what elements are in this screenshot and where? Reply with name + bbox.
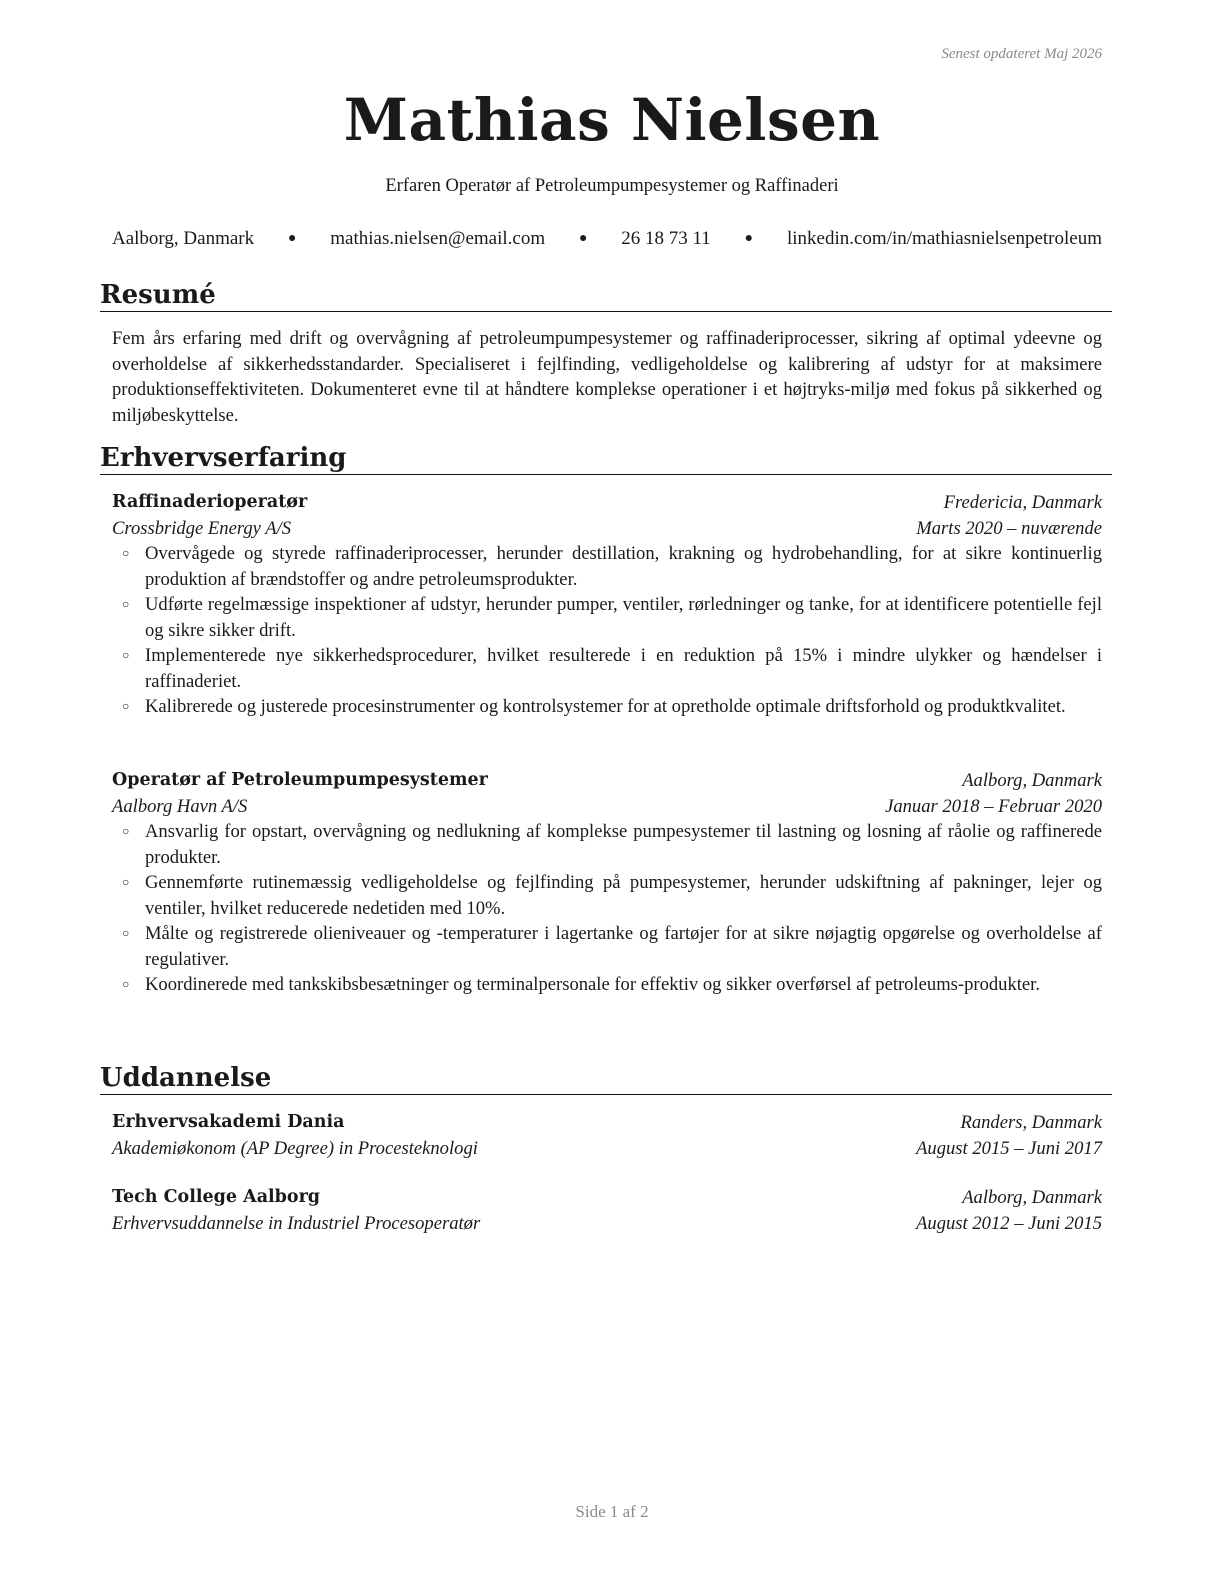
list-item <box>112 592 1102 643</box>
list-item <box>112 541 1102 592</box>
bullet-circle-icon: ○ <box>122 977 130 991</box>
school-name: Tech College Aalborg <box>112 1187 321 1207</box>
summary-text: Fem års erfaring med drift og overvågning af petroleumpumpesystemer og raffinaderiprocesser, sikring af optimal ydeevne og overholdelse af sikkerhedsstandarder. Specialiseret i fejlfinding, vedligeholdelse og kalibrering af udstyr for at maksimere produktionseffektiviteten. Dokumenteret evne til at håndtere komplekse operationer i et højtryks-miljø med fokus på sikkerhed og miljøbeskyttelse. <box>112 328 1102 426</box>
bullet-text: Målte og registrerede olieniveauer og -temperaturer i lagertanke og fartøjer for at sikre nøjagtig opgørelse og overholdelse af regulativer. <box>145 923 1102 970</box>
job-location: Aalborg, Danmark <box>962 770 1102 791</box>
contact-line <box>112 228 1102 250</box>
job-title: Raffinaderioperatør <box>112 492 308 512</box>
bullet-text: Overvågede og styrede raffinaderiprocesser, herunder destillation, krakning og hydrobehandling, for at sikre kontinuerlig produktion af brændstoffer og andre petroleumsprodukter. <box>145 543 1102 590</box>
degree-name: Erhvervsuddannelse in Industriel Procesoperatør <box>112 1212 481 1234</box>
company-name: Crossbridge Energy A/S <box>112 517 292 539</box>
separator-dot: ● <box>287 231 297 246</box>
school-location: Aalborg, Danmark <box>962 1187 1102 1208</box>
bullet-text: Gennemførte rutinemæssig vedligeholdelse og fejlfinding på pumpesystemer, herunder udskiftning af pakninger, lejer og ventiler, hvilket reducerede nedetiden med 10%. <box>145 872 1102 919</box>
list-item <box>112 819 1102 870</box>
bullet-circle-icon: ○ <box>122 875 130 889</box>
school-location: Randers, Danmark <box>960 1112 1102 1133</box>
bullet-circle-icon: ○ <box>122 824 130 838</box>
job-bullets <box>112 541 1102 720</box>
page-number: Side 1 af 2 <box>575 1502 649 1521</box>
list-item <box>112 921 1102 972</box>
job-dates: Januar 2018 – Februar 2020 <box>885 795 1102 817</box>
section-title-summary: Resumé <box>100 280 1112 312</box>
bullet-text: Udførte regelmæssige inspektioner af udstyr, herunder pumper, ventiler, rørledninger og tanke, for at identificere potentielle fejl og sikre sikker drift. <box>145 594 1102 641</box>
experience-entry <box>112 768 1102 998</box>
contact-location: Aalborg, Danmark <box>112 228 255 249</box>
bullet-circle-icon: ○ <box>122 699 130 713</box>
candidate-name: Mathias Nielsen <box>343 86 881 154</box>
contact-email-link[interactable]: mathias.nielsen@email.com <box>330 228 546 249</box>
bullet-circle-icon: ○ <box>122 546 130 560</box>
job-location: Fredericia, Danmark <box>943 492 1102 513</box>
candidate-tagline: Erfaren Operatør af Petroleumpumpesystemer og Raffinaderi <box>385 176 839 196</box>
degree-name: Akademiøkonom (AP Degree) in Procesteknologi <box>112 1137 478 1159</box>
section-title-experience: Erhvervserfaring <box>100 443 1112 475</box>
section-title-education: Uddannelse <box>100 1063 1112 1095</box>
bullet-text: Implementerede nye sikkerhedsprocedurer, hvilket resulterede i en reduktion på 15% i mindre ulykker og hændelser i raffinaderiet. <box>145 645 1102 692</box>
school-name: Erhvervsakademi Dania <box>112 1112 345 1132</box>
education-entry <box>112 1110 1102 1161</box>
bullet-circle-icon: ○ <box>122 648 130 662</box>
contact-phone: 26 18 73 11 <box>621 228 711 249</box>
education-dates: August 2015 – Juni 2017 <box>916 1137 1102 1159</box>
bullet-circle-icon: ○ <box>122 926 130 940</box>
list-item <box>112 643 1102 694</box>
separator-dot: ● <box>744 231 754 246</box>
job-title: Operatør af Petroleumpumpesystemer <box>112 770 488 790</box>
bullet-text: Koordinerede med tankskibsbesætninger og terminalpersonale for effektiv og sikker overførsel af petroleums-produkter. <box>145 974 1040 995</box>
company-name: Aalborg Havn A/S <box>112 795 248 817</box>
list-item <box>112 694 1102 720</box>
last-updated: Senest opdateret Maj 2026 <box>941 46 1102 62</box>
contact-linkedin-link[interactable]: linkedin.com/in/mathiasnielsenpetroleum <box>786 228 1102 249</box>
education-dates: August 2012 – Juni 2015 <box>916 1212 1102 1234</box>
list-item <box>112 972 1102 998</box>
bullet-text: Kalibrerede og justerede procesinstrumenter og kontrolsystemer for at opretholde optimale driftsforhold og produktkvalitet. <box>145 696 1066 717</box>
experience-entry <box>112 490 1102 720</box>
bullet-text: Ansvarlig for opstart, overvågning og nedlukning af komplekse pumpesystemer til lastning og losning af råolie og raffinerede produkter. <box>145 821 1102 868</box>
job-dates: Marts 2020 – nuværende <box>916 517 1102 539</box>
separator-dot: ● <box>578 231 588 246</box>
list-item <box>112 870 1102 921</box>
bullet-circle-icon: ○ <box>122 597 130 611</box>
education-entry <box>112 1185 1102 1236</box>
job-bullets <box>112 819 1102 998</box>
